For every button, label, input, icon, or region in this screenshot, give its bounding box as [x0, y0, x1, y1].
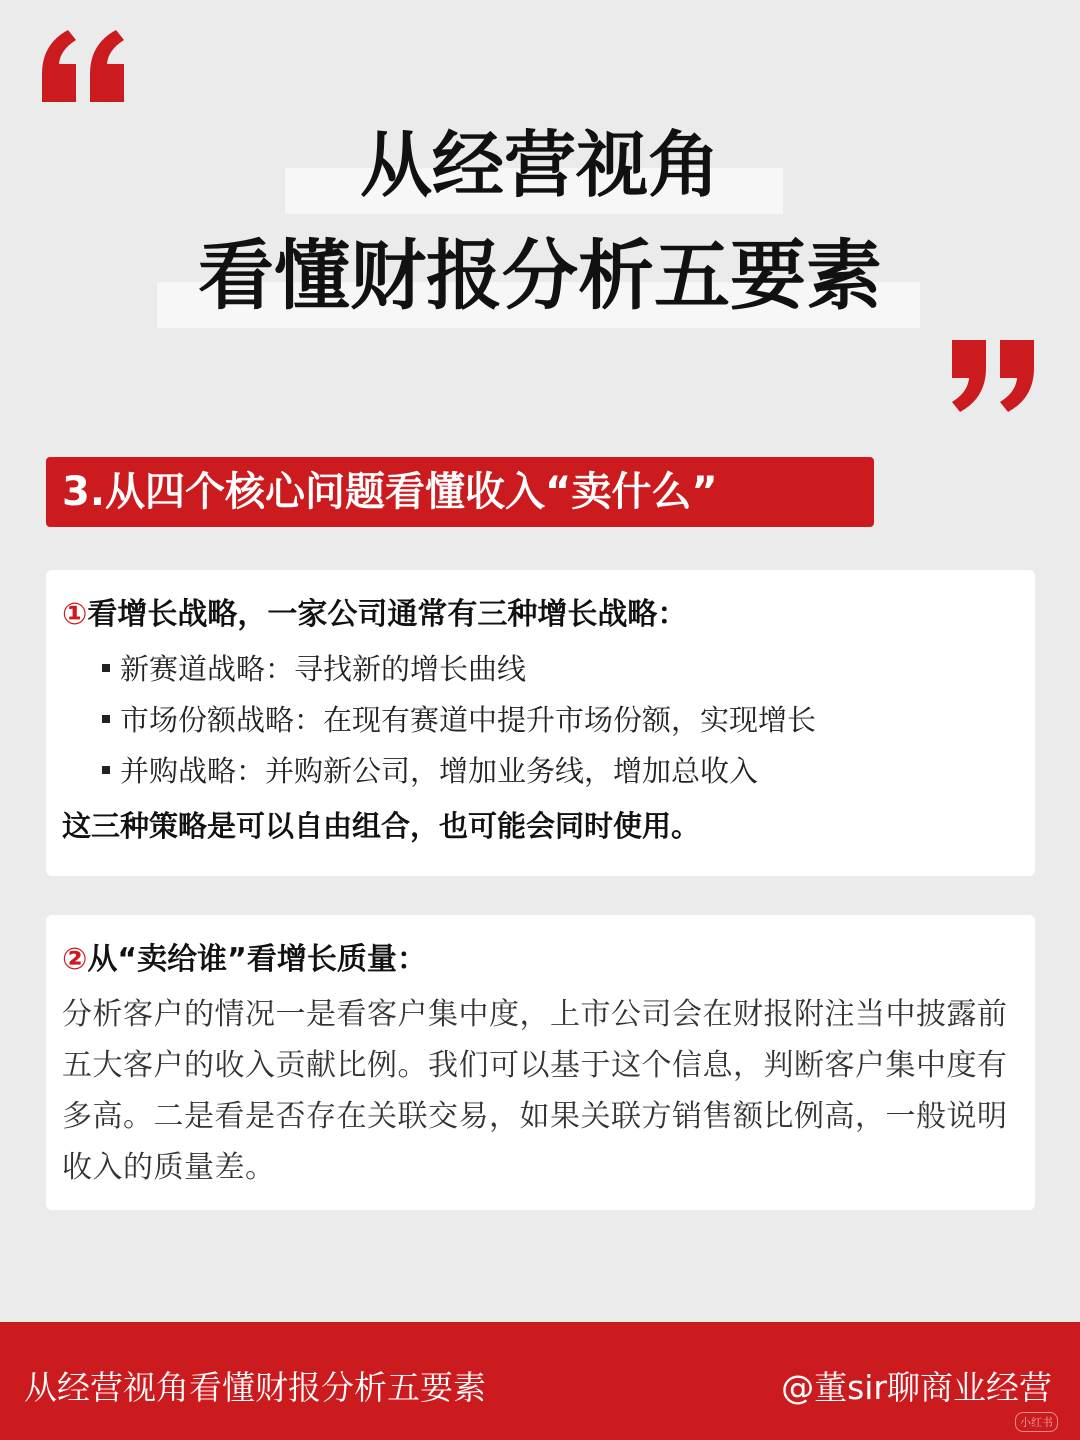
title-line-1 [0, 110, 1080, 220]
footer-title: 从经营视角看懂财报分析五要素 [24, 1368, 486, 1407]
card2-heading: 从“卖给谁”看增长质量： [87, 942, 427, 977]
bullet-icon [102, 715, 110, 723]
card2-heading-row [62, 937, 1019, 983]
list-item-text: 市场份额战略：在现有赛道中提升市场份额，实现增长 [120, 703, 817, 737]
growth-strategy-card [46, 570, 1035, 876]
list-item-text: 新赛道战略：寻找新的增长曲线 [120, 652, 527, 686]
card2-number: ② [62, 942, 88, 977]
title-line-2 [0, 220, 1080, 332]
section-heading: 3.从四个核心问题看懂收入“卖什么” [46, 457, 874, 527]
strategy-list [62, 644, 1019, 797]
bullet-icon [102, 664, 110, 672]
footer-bar [0, 1322, 1080, 1440]
watermark-logo: 小红书 [1015, 1412, 1058, 1432]
card1-heading: 看增长战略，一家公司通常有三种增长战略： [87, 597, 688, 632]
customer-quality-card [46, 915, 1035, 1210]
open-quote-icon [42, 30, 128, 102]
list-item [62, 644, 1019, 695]
title-block [0, 110, 1080, 332]
card1-heading-row [62, 592, 1019, 638]
title-text-2: 看懂财报分析五要素 [198, 231, 882, 320]
title-text-1: 从经营视角 [359, 123, 720, 207]
card1-number: ① [62, 597, 88, 632]
list-item [62, 746, 1019, 797]
author-handle[interactable]: @董sir聊商业经营 [781, 1368, 1052, 1407]
card2-body: 分析客户的情况一是看客户集中度，上市公司会在财报附注当中披露前五大客户的收入贡献比例。我们可以基于这个信息，判断客户集中度有多高。二是看是否存在关联交易，如果关联方销售额比例高，一般说明收入的质量差。 [62, 997, 1008, 1185]
list-item [62, 695, 1019, 746]
card1-conclusion: 这三种策略是可以自由组合，也可能会同时使用。 [62, 809, 701, 843]
list-item-text: 并购战略：并购新公司，增加业务线，增加总收入 [120, 754, 759, 788]
close-quote-icon [952, 340, 1038, 412]
bullet-icon [102, 766, 110, 774]
